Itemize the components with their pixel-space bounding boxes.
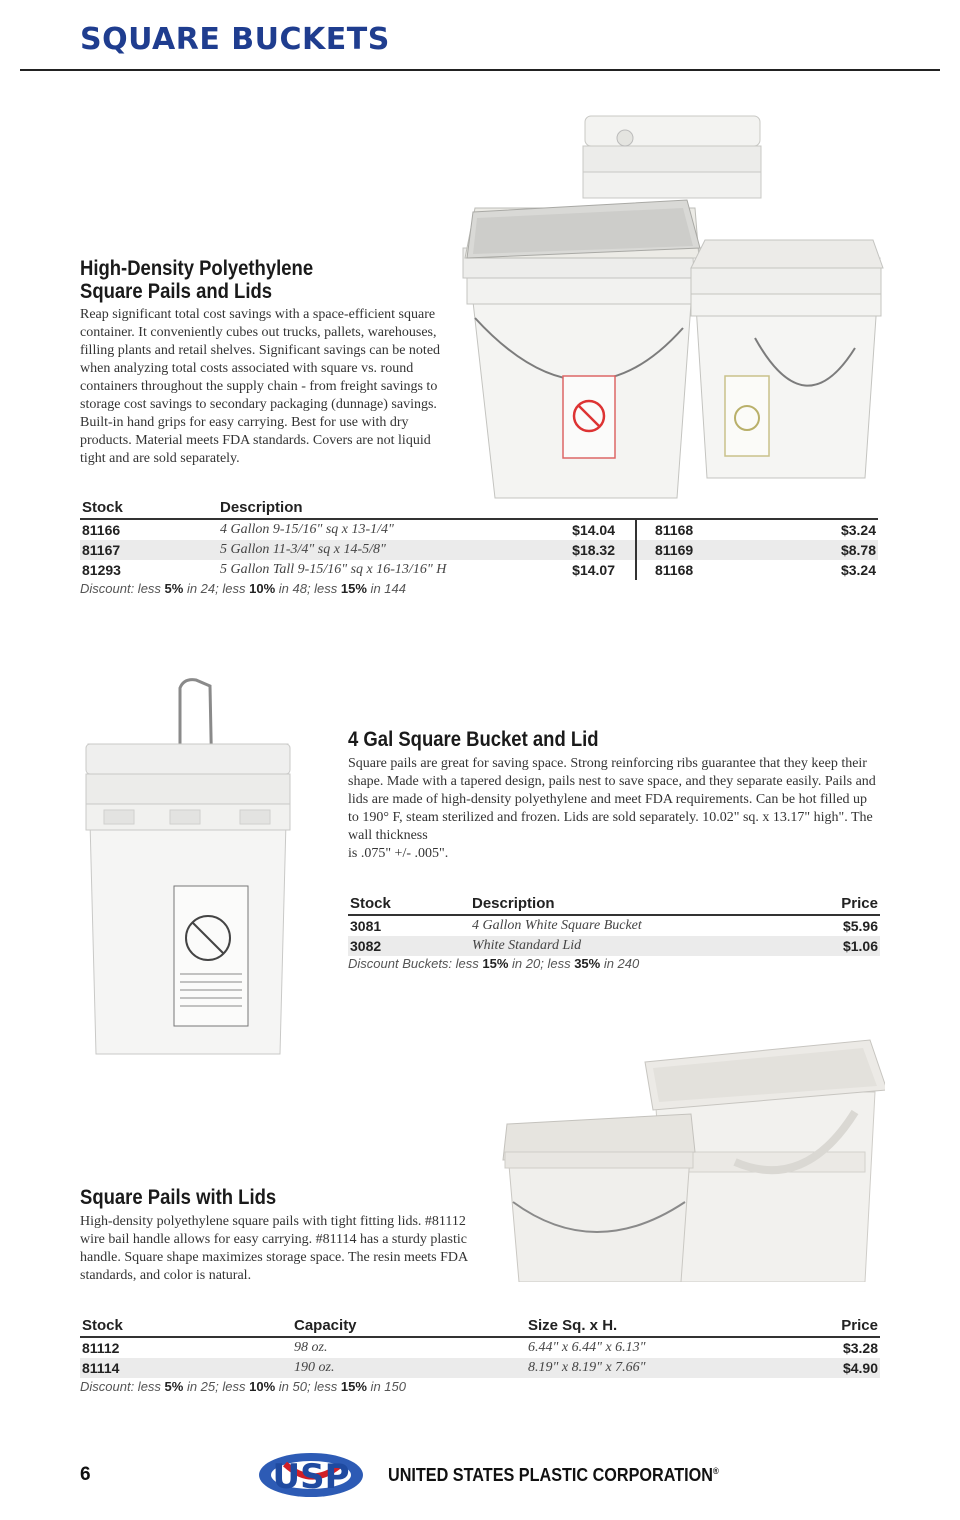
discount-text: Discount Buckets: less (348, 956, 483, 971)
section3-description: High-density polyethylene square pails with tight fitting lids. #81112 wire bail handle allows for easy carrying. #81114 has a sturdy plastic handle. Square shape maximizes storage space. The resin meets FDA standards, and color is natural. (80, 1214, 468, 1283)
stock-cell: 81167 (80, 540, 218, 560)
section2-title: 4 Gal Square Bucket and Lid (348, 728, 599, 751)
discount-percent: 15% (482, 956, 509, 971)
page-number: 6 (80, 1464, 91, 1485)
usp-logo (255, 1448, 367, 1500)
stock-header: Stock (348, 893, 470, 915)
description-cell: White Standard Lid (470, 936, 780, 956)
four-gallon-bucket-image (80, 676, 295, 1061)
discount-text: in 20; less (508, 956, 575, 971)
stacked-square-pails-image (455, 108, 885, 508)
section2-description (348, 755, 880, 863)
size-header: Size Sq. x H. (526, 1315, 776, 1337)
discount-percent: 10% (249, 581, 276, 596)
description-cell: 4 Gallon White Square Bucket (472, 918, 642, 933)
discount-percent: 10% (249, 1379, 276, 1394)
description-cell: 5 Gallon 11-3/4" sq x 14-5/8" (218, 540, 518, 560)
stock-cell: 81166 (82, 522, 121, 538)
registered-mark: ® (712, 1466, 719, 1476)
stock-cell: 81112 (82, 1340, 120, 1356)
discount-text: in 50; less (275, 1379, 341, 1394)
price-cell: $14.07 (572, 562, 615, 578)
lid-stock-cell: 81169 (636, 540, 796, 560)
section1-title-line2: Square Pails and Lids (80, 280, 273, 303)
price-cell: $18.32 (518, 540, 636, 560)
table-row (80, 1337, 880, 1358)
discount-percent: 15% (340, 1379, 367, 1394)
discount-text: in 144 (366, 581, 406, 596)
section2-description-thickness: is .075" +/- .005". (348, 846, 449, 861)
stock-header: Stock (80, 497, 218, 519)
price-header: Price (776, 1315, 880, 1337)
discount-text: in 240 (600, 956, 640, 971)
section1-price-table (80, 497, 878, 580)
square-pails-with-lids-image (495, 1032, 885, 1282)
table-header-row (348, 893, 880, 915)
company-name (388, 1465, 719, 1486)
lid-price-cell: $3.24 (840, 522, 876, 538)
page-title: SQUARE BUCKETS (80, 22, 390, 57)
table-header-row (80, 1315, 880, 1337)
section3-discount (80, 1379, 406, 1394)
price-cell: $14.04 (572, 522, 615, 538)
logo-text: USP (272, 1457, 350, 1497)
description-cell: 4 Gallon 9-15/16" sq x 13-1/4" (220, 522, 394, 537)
stock-cell: 3081 (350, 918, 382, 934)
discount-percent: 5% (164, 1379, 184, 1394)
discount-text: in 150 (366, 1379, 406, 1394)
capacity-header: Capacity (292, 1315, 526, 1337)
table-row (348, 936, 880, 956)
price-cell: $3.28 (842, 1340, 878, 1356)
size-cell: 6.44" x 6.44" x 6.13" (528, 1340, 646, 1355)
section2-price-table (348, 893, 880, 956)
table-row (80, 540, 878, 560)
lid-price-cell: $3.24 (840, 562, 876, 578)
table-row (80, 560, 878, 580)
discount-text: Discount: less (80, 1379, 165, 1394)
title-divider (20, 69, 940, 71)
price-cell: $5.96 (842, 918, 878, 934)
section2-discount (348, 956, 639, 971)
discount-text: in 25; less (183, 1379, 250, 1394)
discount-text: Discount: less (80, 581, 165, 596)
lid-price-cell: $8.78 (796, 540, 878, 560)
section1-title (80, 257, 370, 303)
table-row (80, 519, 878, 540)
table-header-row (80, 497, 878, 519)
section1-description: Reap significant total cost savings with a space-efficient square container. It conveniently cubes out trucks, pallets, warehouses, filling plants and retail shelves. Significant savings can be noted when analyzing total costs associated with square vs. round containers throughout the supply chain - from freight savings to storage cost savings to secondary packaging (dunnage) savings. Built-in hand grips for easy carrying. Best for use with dry products. Material meets FDA standards. Covers are not liquid tight and are sold separately. (80, 307, 441, 466)
discount-percent: 5% (164, 581, 184, 596)
price-cell: $4.90 (776, 1358, 880, 1378)
discount-percent: 15% (340, 581, 367, 596)
capacity-cell: 98 oz. (294, 1340, 328, 1355)
price-cell: $1.06 (780, 936, 880, 956)
price-header: Price (780, 893, 880, 915)
stock-cell: 81293 (82, 562, 121, 578)
discount-percent: 35% (574, 956, 601, 971)
table-row (80, 1358, 880, 1378)
lid-stock-cell: 81168 (636, 560, 796, 580)
section3-title: Square Pails with Lids (80, 1186, 277, 1209)
section3-price-table (80, 1315, 880, 1378)
stock-cell: 3082 (348, 936, 470, 956)
discount-text: in 24; less (183, 581, 250, 596)
section1-discount (80, 581, 406, 596)
stock-cell: 81114 (80, 1358, 292, 1378)
description-header: Description (218, 497, 518, 519)
company-name-text: UNITED STATES PLASTIC CORPORATION (388, 1465, 713, 1485)
stock-header: Stock (80, 1315, 292, 1337)
size-cell: 8.19" x 8.19" x 7.66" (526, 1358, 776, 1378)
section1-title-line1: High-Density Polyethylene (80, 257, 314, 280)
description-cell: 5 Gallon Tall 9-15/16" sq x 16-13/16" H (220, 562, 447, 577)
capacity-cell: 190 oz. (292, 1358, 526, 1378)
discount-text: in 48; less (275, 581, 341, 596)
lid-stock-cell: 81168 (636, 519, 796, 540)
description-header: Description (470, 893, 780, 915)
section2-description-main: Square pails are great for saving space. Strong reinforcing ribs guarantee that they keep their shape. Made with a tapered design, pails nest to save space, and they separate easily. Pails and lids are made of high-density polyethylene and meet FDA requirements. Can be hot filled up to 190° F, steam sterilized and frozen. Lids are sold separately. 10.02" sq. x 13.17" high". The wall thickness (348, 756, 876, 843)
table-row (348, 915, 880, 936)
